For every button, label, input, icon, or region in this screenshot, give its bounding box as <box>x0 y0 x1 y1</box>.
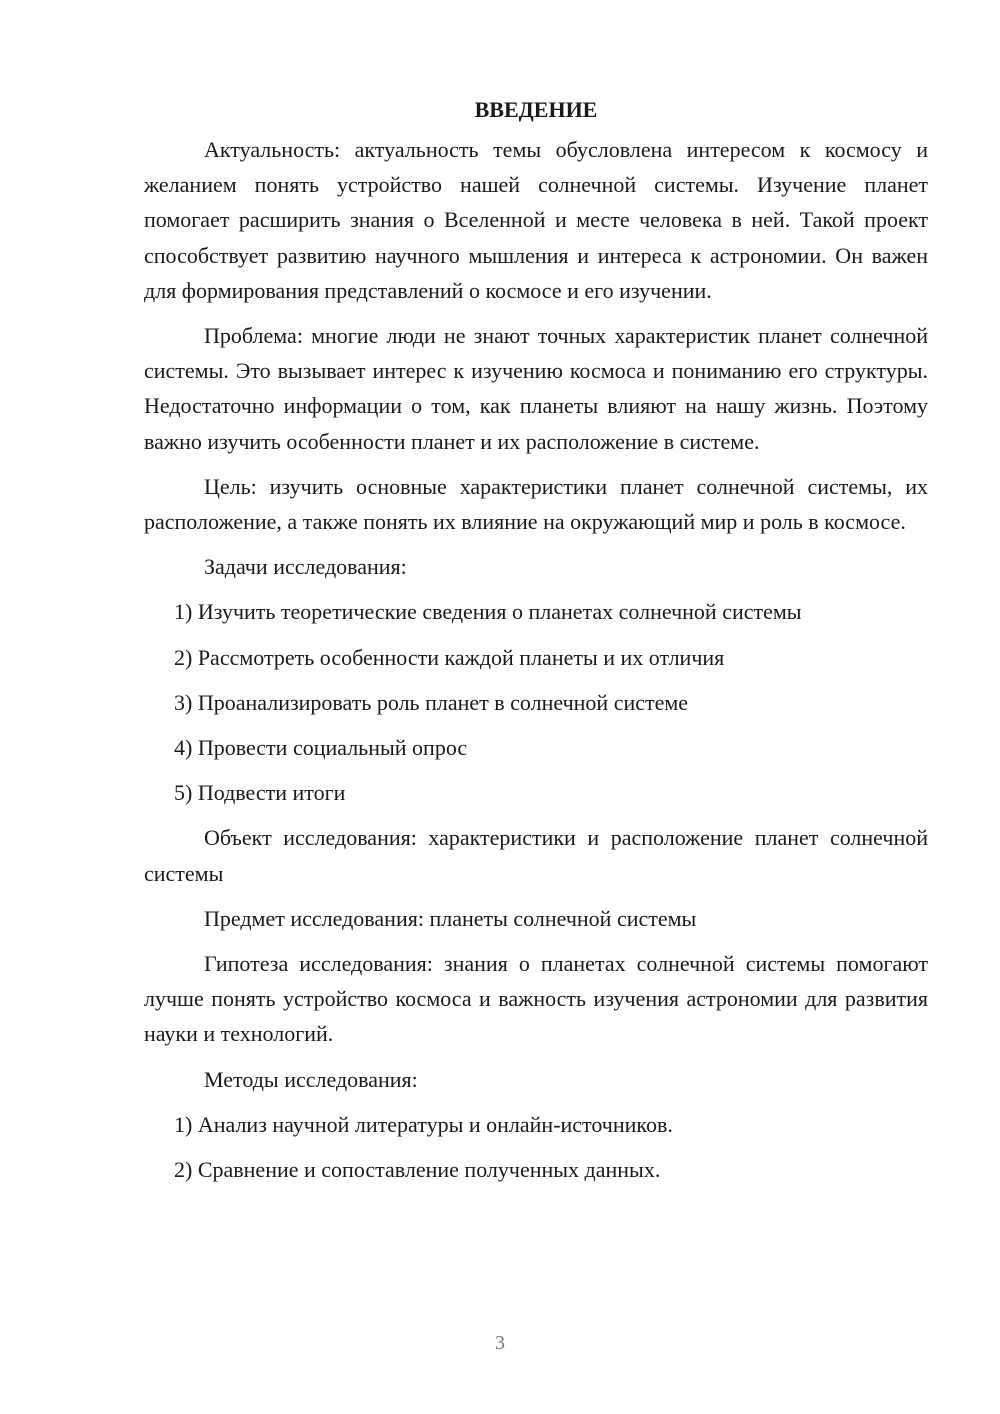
relevance-paragraph: Актуальность: актуальность темы обусловлена интересом к космосу и желанием понять устройство нашей солнечной системы. Изучение планет помогает расширить знания о Вселенной и месте человека в ней. Такой проект способствует развитию научного мышления и интереса к астрономии. Он важен для формирования представлений о космосе и его изучении. <box>144 137 928 303</box>
methods-heading: Методы исследования: <box>204 1066 418 1092</box>
task-item: 1) Изучить теоретические сведения о планетах солнечной системы <box>174 599 802 625</box>
problem-paragraph: Проблема: многие люди не знают точных характеристик планет солнечной системы. Это вызывает интерес к изучению космоса и пониманию его структуры. Недостаточно информации о том, как планеты влияют на нашу жизнь. Поэтому важно изучить особенности планет и их расположение в системе. <box>144 323 928 454</box>
goal-paragraph: Цель: изучить основные характеристики планет солнечной системы, их расположение, а также понять их влияние на окружающий мир и роль в космосе. <box>144 473 928 535</box>
task-item: 4) Провести социальный опрос <box>174 735 468 761</box>
section-title: ВВЕДЕНИЕ <box>474 97 598 122</box>
method-item: 2) Сравнение и сопоставление полученных данных. <box>174 1157 661 1183</box>
page-number: 3 <box>495 1332 505 1354</box>
document-page <box>144 92 928 1197</box>
task-item: 2) Рассмотреть особенности каждой планеты и их отличия <box>174 644 725 670</box>
method-item: 1) Анализ научной литературы и онлайн-источников. <box>174 1111 673 1137</box>
task-item: 3) Проанализировать роль планет в солнечной системе <box>174 689 689 715</box>
subject-paragraph: Предмет исследования: планеты солнечной системы <box>204 905 697 931</box>
object-paragraph: Объект исследования: характеристики и расположение планет солнечной системы <box>144 825 928 886</box>
tasks-heading: Задачи исследования: <box>204 554 407 580</box>
hypothesis-paragraph: Гипотеза исследования: знания о планетах солнечной системы помогают лучше понять устройство космоса и важность изучения астрономии для развития науки и технологий. <box>144 951 928 1047</box>
task-item: 5) Подвести итоги <box>174 780 346 806</box>
